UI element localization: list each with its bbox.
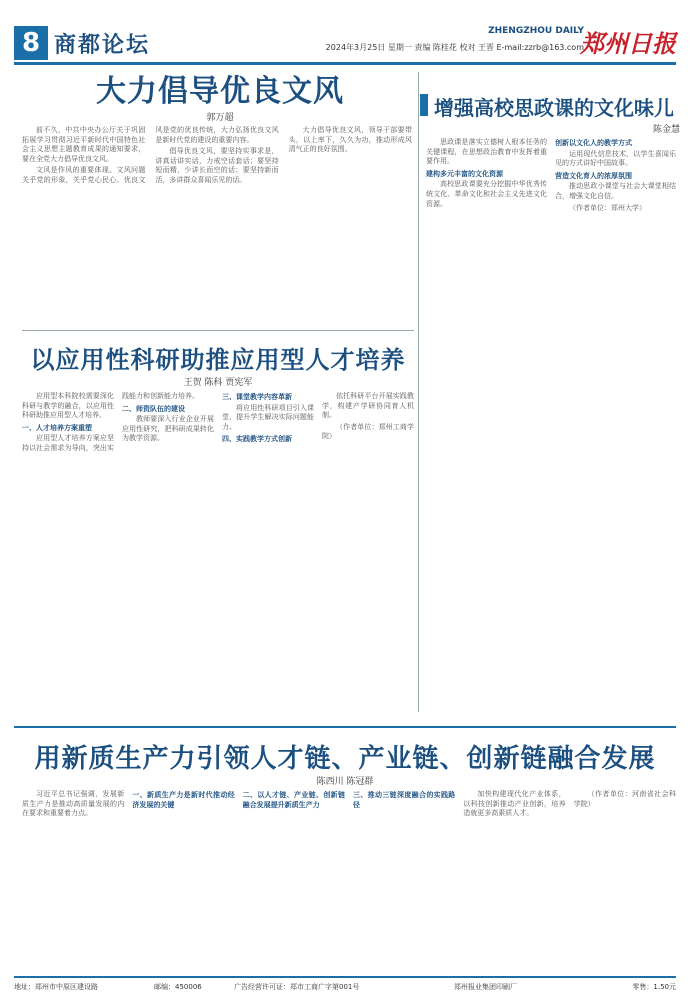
sidebar-accent-bar bbox=[420, 94, 428, 116]
article2-paragraph: 应用型人才培养方案应坚持以社会需求为导向，突出实践能力和创新能力培养。 bbox=[22, 392, 199, 452]
footer-printer: 郑州报业集团印刷厂 bbox=[454, 983, 517, 991]
footer-address: 地址：郑州市中原区建设路 bbox=[14, 983, 98, 991]
article2-subheading: 二、师资队伍的建设 bbox=[122, 403, 185, 413]
sidebar-note: （作者单位：郑州大学） bbox=[569, 203, 646, 212]
article3-body bbox=[22, 790, 676, 970]
sidebar-subheading: 营造文化育人的浓厚氛围 bbox=[555, 170, 632, 180]
article3-byline: 陈西川 陈冠群 bbox=[316, 777, 374, 787]
section-title: 商都论坛 bbox=[54, 33, 151, 58]
article1-paragraph: 倡导优良文风，要坚持实事求是，讲真话讲实话，力戒空话套话；要坚持短而精，少讲长而空的话；要坚持新而活，多讲群众喜闻乐见的话。 bbox=[155, 147, 279, 184]
article2-subheading: 三、课堂教学内容革新 bbox=[222, 392, 292, 401]
article1-paragraph: 文风是作风的重要体现。文风问题关乎党的形象，关乎党心民心。优良文风是党的优良传统，大力弘扬优良文风是新时代党的建设的重要内容。 bbox=[22, 126, 279, 184]
article3-subheading: 二、以人才链、产业链、创新链融合发展提升新质生产力 bbox=[242, 790, 345, 809]
article1-headline: 大力倡导优良文风 bbox=[96, 74, 344, 109]
sidebar-paragraph: 推动思政小课堂与社会大课堂相结合，增强文化自信。 bbox=[555, 182, 676, 200]
page-number: 8 bbox=[14, 26, 48, 60]
newspaper-logo: 郑州日报 bbox=[580, 29, 676, 58]
article2-paragraph: 依托科研平台开展实践教学，构建产学研协同育人机制。 bbox=[322, 392, 414, 420]
article2-byline: 王贺 陈科 贾宪军 bbox=[183, 378, 253, 388]
article2-subheading: 四、实践教学方式创新 bbox=[222, 434, 292, 444]
footer-price: 零售：1.50元 bbox=[632, 983, 676, 991]
article2-paragraph: 教师要深入行业企业开展应用性研究，把科研成果转化为教学资源。 bbox=[122, 415, 214, 443]
article2-paragraph: 应用型本科院校需要深化科研与教学的融合，以应用性科研助推应用型人才培养。 bbox=[22, 392, 114, 420]
brand-english: ZHENGZHOU DAILY bbox=[488, 26, 584, 36]
article3-note: （作者单位：河南省社会科学院） bbox=[573, 790, 676, 808]
bottom-section-rule bbox=[14, 726, 676, 728]
sidebar-subheading: 创新以文化人的教学方式 bbox=[555, 138, 632, 147]
article3-headline: 用新质生产力引领人才链、产业链、创新链融合发展 bbox=[34, 744, 656, 774]
article2-note: （作者单位：郑州工商学院） bbox=[322, 422, 414, 441]
article2-subheading: 一、人才培养方案重塑 bbox=[22, 422, 92, 432]
article2-headline: 以应用性科研助推应用型人才培养 bbox=[30, 346, 406, 374]
section-divider bbox=[22, 330, 414, 331]
sidebar-body bbox=[426, 138, 676, 712]
sidebar-byline: 陈金慧 bbox=[652, 125, 680, 135]
footer-license: 广告经营许可证：郑市工商广字第001号 bbox=[234, 983, 360, 991]
article1-paragraph: 前不久，中共中央办公厅关于巩固拓展学习贯彻习近平新时代中国特色社会主义思想主题教育成果的通知要求，要在全党大力倡导优良文风。 bbox=[22, 126, 146, 163]
sidebar-subheading: 建构多元丰富的文化资源 bbox=[426, 168, 503, 178]
column-divider bbox=[418, 72, 419, 712]
article3-paragraph: 加快构建现代化产业体系，以科技创新推动产业创新，培养造就更多高素质人才。 bbox=[463, 790, 566, 818]
page-footer bbox=[14, 976, 676, 994]
footer-postcode: 邮编：450006 bbox=[154, 983, 202, 991]
masthead bbox=[14, 22, 676, 66]
article2-body bbox=[22, 392, 414, 710]
article3-subheading: 三、推动三链深度融合的实践路径 bbox=[352, 790, 456, 809]
article1-byline: 郭万超 bbox=[206, 113, 234, 123]
masthead-rule bbox=[14, 62, 676, 65]
sidebar-paragraph: 高校思政课要充分挖掘中华优秀传统文化、革命文化和社会主义先进文化资源。 bbox=[426, 180, 547, 208]
article1-body bbox=[22, 126, 412, 286]
article1-paragraph: 大力倡导优良文风，领导干部要带头，以上率下，久久为功，推动形成风清气正的良好氛围。 bbox=[288, 126, 412, 154]
article2-paragraph: 将应用性科研项目引入课堂，提升学生解决实际问题能力。 bbox=[222, 403, 314, 431]
article3-paragraph: 习近平总书记强调，发展新质生产力是推动高质量发展的内在要求和重要着力点。 bbox=[22, 790, 125, 818]
article3-subheading: 一、新质生产力是新时代推动经济发展的关键 bbox=[132, 790, 235, 809]
sidebar-title: 增强高校思政课的文化味儿 bbox=[434, 96, 674, 120]
issue-meta: 2024年3月25日 星期一 责编 陈桂花 校对 王晋 E-mail:zzrb@163.com bbox=[325, 43, 584, 52]
sidebar-paragraph: 运用现代信息技术，以学生喜闻乐见的方式讲好中国故事。 bbox=[555, 149, 676, 168]
sidebar-paragraph: 思政课是落实立德树人根本任务的关键课程，在思想政治教育中发挥着重要作用。 bbox=[426, 138, 547, 166]
